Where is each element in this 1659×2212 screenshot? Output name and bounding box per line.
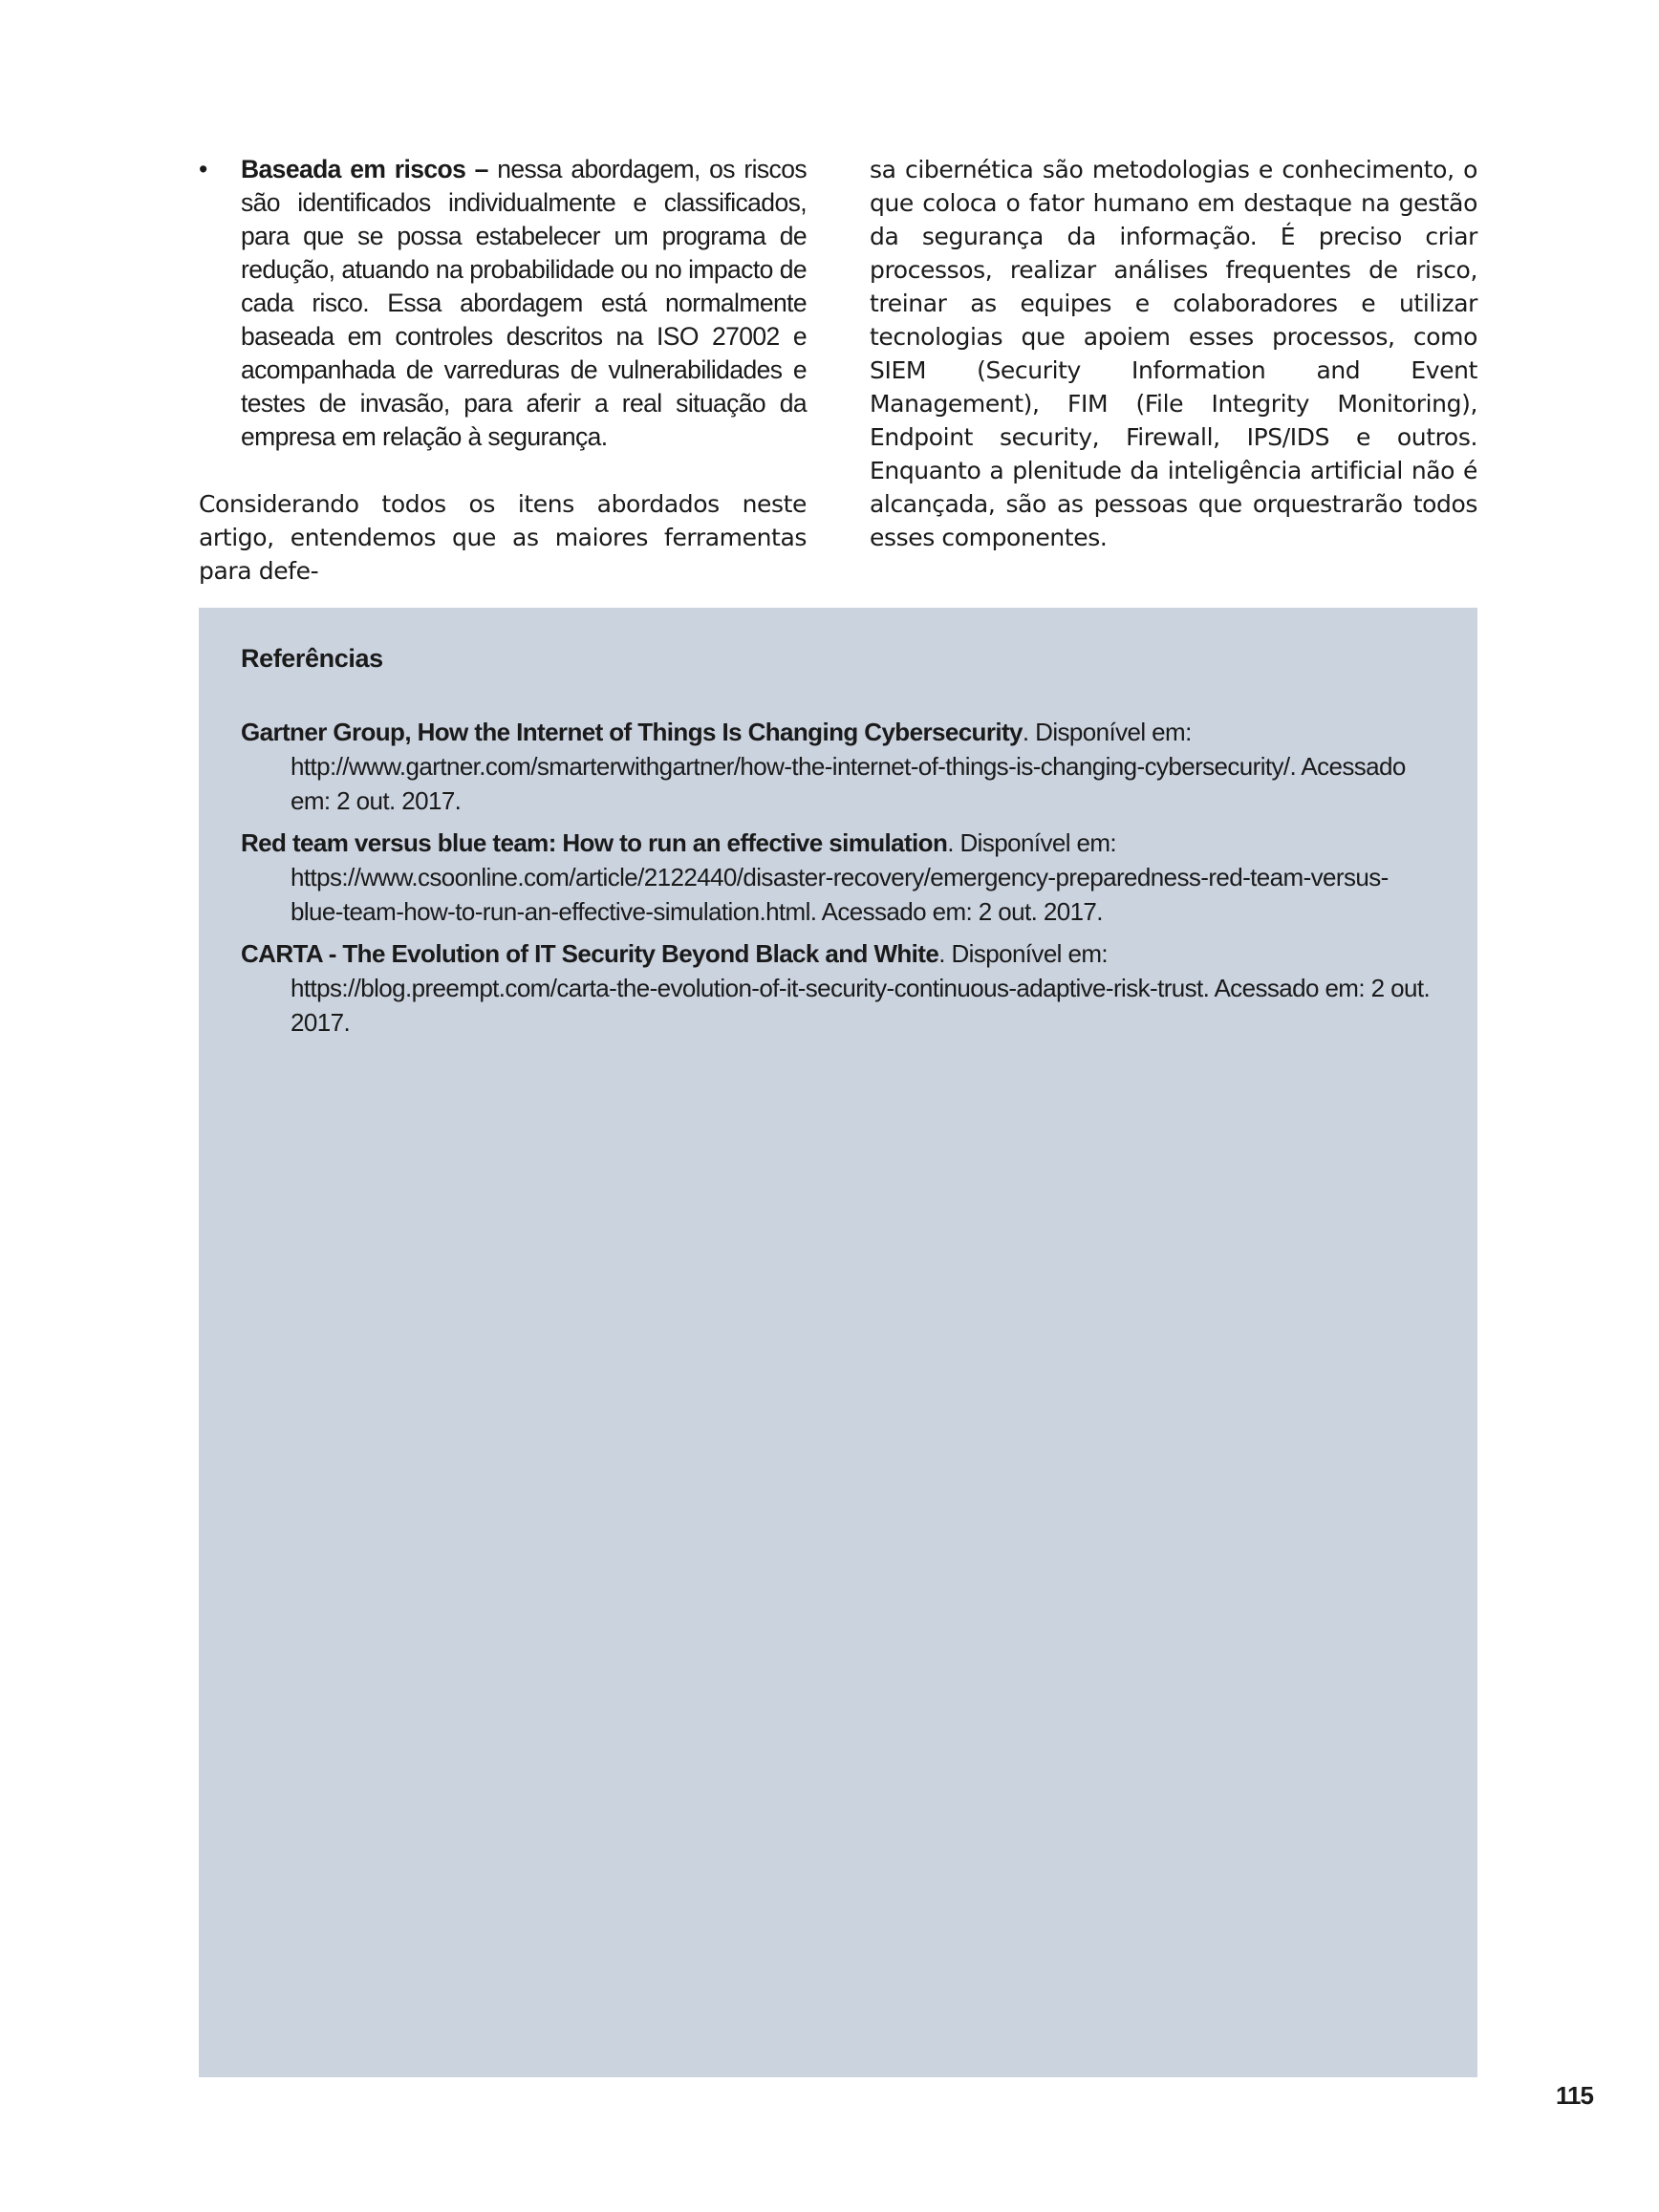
reference-details: . Disponível em: http://www.gartner.com/smarterwithgartner/how-the-internet-of-things-is-changing-cybersecurity/. Acessado em: 2 out. 2017. <box>291 718 1406 815</box>
references-box <box>199 608 1477 2077</box>
reference-item <box>241 715 1435 818</box>
reference-details: . Disponível em: https://blog.preempt.com/carta-the-evolution-of-it-security-continuous-adaptive-risk-trust. Acessado em: 2 out. 2017. <box>291 939 1431 1037</box>
page-number: 115 <box>1556 2081 1593 2110</box>
right-column <box>870 153 1477 554</box>
reference-item <box>241 936 1435 1040</box>
left-column <box>199 153 807 588</box>
bullet-item-risk-based <box>199 153 807 454</box>
reference-title: CARTA - The Evolution of IT Security Beyond Black and White <box>241 939 939 968</box>
bullet-term: Baseada em riscos – <box>241 155 488 183</box>
references-heading: Referências <box>241 644 383 673</box>
left-paragraph: Considerando todos os itens abordados neste artigo, entendemos que as maiores ferramentas para defe- <box>199 490 807 585</box>
right-paragraph: sa cibernética são metodologias e conhecimento, o que coloca o fator humano em destaque na gestão da segurança da informação. É preciso criar processos, realizar análises frequentes de risco, treinar as equipes e colaboradores e utilizar tecnologias que apoiem esses processos, como SIEM (Security Information and Event Management), FIM (File Integrity Monitoring), Endpoint security, Firewall, IPS/IDS e outros. Enquanto a plenitude da inteligência artificial não é alcançada, são as pessoas que orquestrarão todos esses componentes. <box>870 156 1477 551</box>
bullet-marker: • <box>199 155 207 183</box>
bullet-text: nessa abordagem, os riscos são identificados individualmente e classificados, para que se possa estabelecer um programa de redução, atuando na probabilidade ou no impacto de cada risco. Essa abordagem está normalmente baseada em controles descritos na ISO 27002 e acompanhada de varreduras de vulnerabilidades e testes de invasão, para aferir a real situação da empresa em relação à segurança. <box>241 155 807 451</box>
reference-item <box>241 826 1435 929</box>
references-list <box>241 715 1435 1047</box>
reference-details: . Disponível em: https://www.csoonline.com/article/2122440/disaster-recovery/emergency-preparedness-red-team-versus-blue-team-how-to-run-an-effective-simulation.html. Acessado em: 2 out. 2017. <box>291 828 1389 926</box>
reference-title: Red team versus blue team: How to run an effective simulation <box>241 828 948 857</box>
reference-title: Gartner Group, How the Internet of Things Is Changing Cybersecurity <box>241 718 1023 746</box>
